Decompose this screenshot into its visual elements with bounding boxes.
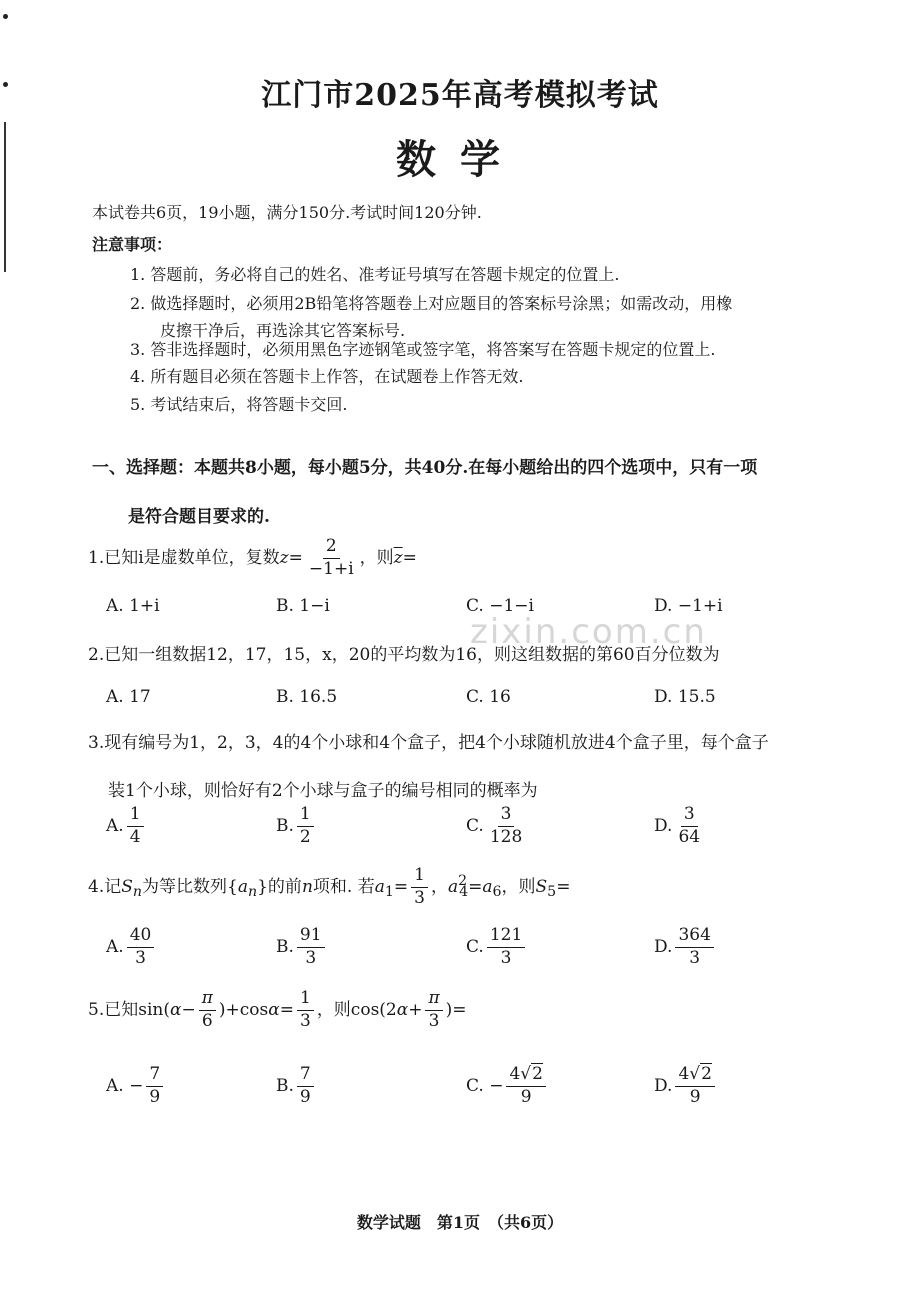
notice-item: 4. 所有题目必须在答题卡上作答，在试题卷上作答无效. (130, 367, 524, 386)
q4-label-c: C. (466, 936, 484, 957)
q4-den-c: 3 (500, 947, 512, 968)
q5-frac-13 (297, 990, 314, 1031)
q1-var: z (279, 547, 289, 568)
q4-den-b: 3 (305, 947, 317, 968)
exam-intro: 本试卷共6页，19小题，满分150分.考试时间120分钟. (92, 203, 482, 222)
q5-three2: 3 (428, 1010, 440, 1031)
q5-root-c: √ (520, 1064, 532, 1084)
q5-den-d: 9 (689, 1086, 701, 1107)
q5-option-c (466, 1066, 549, 1107)
q5-label-d: D. (654, 1075, 673, 1096)
q5-frac-pi3 (425, 990, 442, 1031)
q5-text: 5.已知sin( (88, 999, 170, 1020)
notice-item: 2. 做选择题时，必须用2B铅笔将答题卷上对应题目的答案标号涂黑；如需改动，用橡 (130, 294, 733, 313)
q1-den: −1+i (308, 558, 354, 579)
scan-dot (3, 14, 8, 19)
q3-option-d (654, 806, 706, 847)
q4-option-b (276, 927, 328, 968)
q5-den-a: 9 (149, 1086, 161, 1107)
q1-option-b: B. 1−i (276, 596, 330, 616)
q5-den-b: 9 (299, 1086, 311, 1107)
q5-option-a (106, 1066, 166, 1107)
q5-six: 6 (201, 1010, 213, 1031)
q4-num-b: 91 (297, 927, 325, 948)
q5-num-a: 7 (146, 1066, 163, 1087)
q3-num-b: 1 (297, 806, 314, 827)
q1-option-a: A. 1+i (106, 596, 160, 616)
q4-option-c (466, 927, 528, 968)
q4-a4-sub: 4 (459, 884, 469, 901)
q3-den-d: 64 (678, 826, 701, 847)
q5-option-d (654, 1066, 718, 1107)
q5-text3: ，则cos(2 (316, 999, 397, 1020)
q5-plus: + (408, 999, 423, 1020)
q5-den-c: 9 (520, 1086, 532, 1107)
q1-text2: ，则 (359, 547, 394, 568)
q4-den-a: 3 (135, 947, 146, 968)
q1-text: 1.已知i是虚数单位，复数 (88, 547, 280, 568)
q4-a1-sub: 1 (384, 884, 394, 901)
q5-sign-c: − (489, 1075, 504, 1096)
q4-num-c: 121 (487, 927, 525, 948)
q3-option-c (466, 806, 528, 847)
q4-label-a: A. (106, 936, 124, 957)
watermark: zixin.com.cn (470, 612, 707, 652)
q4-an: a (237, 876, 248, 897)
q1-option-c: C. −1−i (466, 596, 534, 616)
q3-option-b (276, 806, 317, 847)
q4-text4: 项和. 若 (312, 876, 375, 897)
q1-eq: = (288, 547, 303, 568)
q4-sn: S (121, 876, 133, 897)
notice-item: 5. 考试结束后，将答题卡交回. (130, 395, 348, 414)
q4-num-a: 40 (127, 927, 155, 948)
question-2: 2.已知一组数据12，17，15，x，20的平均数为16，则这组数据的第60百分位数为 (88, 645, 720, 665)
q3-num-a: 1 (127, 806, 144, 827)
q4-option-d (654, 927, 717, 968)
page-footer: 数学试题 第1页 （共6页） (356, 1213, 564, 1232)
exam-subject: 数学 (396, 136, 524, 183)
q2-option-c: C. 16 (466, 687, 511, 707)
q4-a4: a (447, 876, 459, 897)
q5-sign-a: − (129, 1075, 144, 1096)
q5-label-c: C. (466, 1075, 484, 1096)
q4-an-sub: n (247, 884, 258, 901)
q3-den-a: 4 (129, 826, 141, 847)
q5-pi2: π (425, 990, 442, 1011)
q4-text5: ，则 (501, 876, 536, 897)
q4-label-d: D. (654, 936, 673, 957)
q5-root-arg-c: 2 (532, 1064, 543, 1084)
q4-eq2: = (468, 876, 483, 897)
q3-num-d: 3 (681, 806, 698, 827)
q4-s5-sub: 5 (547, 884, 557, 901)
q3-den-b: 2 (299, 826, 311, 847)
q5-alpha: α (169, 999, 182, 1020)
q2-option-a: A. 17 (106, 687, 151, 707)
q5-label-b: B. (276, 1075, 294, 1096)
q5-root-arg-d: 2 (701, 1064, 712, 1084)
q1-fraction (306, 538, 357, 579)
q5-minus: − (181, 999, 196, 1020)
q1-text3: = (402, 547, 417, 568)
q2-option-b: B. 16.5 (276, 687, 338, 707)
q4-a4-sup: 2 (458, 873, 468, 890)
q3-num-c: 3 (498, 806, 515, 827)
q4-s5: S (535, 876, 548, 897)
section-heading: 一、选择题：本题共8小题，每小题5分，共40分.在每小题给出的四个选项中，只有一项 (92, 458, 758, 478)
q5-frac-pi6 (199, 990, 216, 1031)
section-heading-cont: 是符合题目要求的. (128, 507, 270, 527)
q5-one: 1 (297, 990, 314, 1011)
q5-alpha3: α (396, 999, 409, 1020)
q4-a6-sub: 6 (492, 884, 502, 901)
q4-a1: a (374, 876, 385, 897)
q5-text4: )= (445, 999, 467, 1020)
q4-text6: = (556, 876, 571, 897)
q4-num: 1 (411, 867, 428, 888)
q5-text2: )+cos (218, 999, 269, 1020)
q3-option-a (106, 806, 147, 847)
q3-label-d: D. (654, 815, 673, 836)
q4-num-d: 364 (675, 927, 713, 948)
q2-option-d: D. 15.5 (654, 687, 716, 707)
q1-conj: $\overline{z}$ (393, 547, 403, 568)
question-3: 3.现有编号为1，2，3，4的4个小球和4个盒子，把4个小球随机放进4个盒子里，每个盒子 (88, 733, 769, 753)
q5-three: 3 (299, 1010, 311, 1031)
q4-fraction (411, 867, 428, 908)
q4-den: 3 (414, 887, 425, 908)
q4-comma: ， (430, 876, 448, 897)
q4-text2: 为等比数列{ (142, 876, 238, 897)
q1-option-d: D. −1+i (654, 596, 723, 616)
q5-num-b: 7 (297, 1066, 314, 1087)
exam-title: 江门市2025年高考模拟考试 (261, 78, 659, 113)
q4-a6: a (482, 876, 493, 897)
question-5 (88, 990, 467, 1031)
question-4 (88, 867, 570, 908)
q1-num: 2 (323, 538, 340, 559)
question-1 (88, 538, 417, 579)
notice-item: 3. 答非选择题时，必须用黑色字迹钢笔或签字笔，将答案写在答题卡规定的位置上. (130, 340, 716, 359)
q5-alpha2: α (268, 999, 280, 1020)
q4-text3: }的前 (257, 876, 302, 897)
q5-num-c: 4 (509, 1064, 521, 1084)
q4-text: 4.记 (88, 876, 122, 897)
q3-den-c: 128 (489, 826, 523, 847)
q4-eq1: = (393, 876, 409, 897)
q3-label-c: C. (466, 815, 484, 836)
q5-pi: π (199, 990, 216, 1011)
q4-option-a (106, 927, 157, 968)
q4-den-d: 3 (689, 947, 701, 968)
notice-item: 1. 答题前，务必将自己的姓名、准考证号填写在答题卡规定的位置上. (130, 265, 620, 284)
q5-option-b (276, 1066, 317, 1107)
q5-root-d: √ (689, 1064, 701, 1084)
q5-label-a: A. (106, 1075, 124, 1096)
q3-label-a: A. (106, 815, 124, 836)
q4-label-b: B. (276, 936, 294, 957)
q5-num-d: 4 (678, 1064, 690, 1084)
notice-item: 皮擦干净后，再选涂其它答案标号. (160, 321, 406, 340)
q5-eq: = (279, 999, 294, 1020)
q3-label-b: B. (276, 815, 294, 836)
q4-n: n (301, 876, 313, 897)
q4-sn-sub: n (132, 884, 143, 901)
question-3-cont: 装1个小球，则恰好有2个小球与盒子的编号相同的概率为 (108, 781, 538, 801)
notice-title: 注意事项： (92, 235, 173, 254)
